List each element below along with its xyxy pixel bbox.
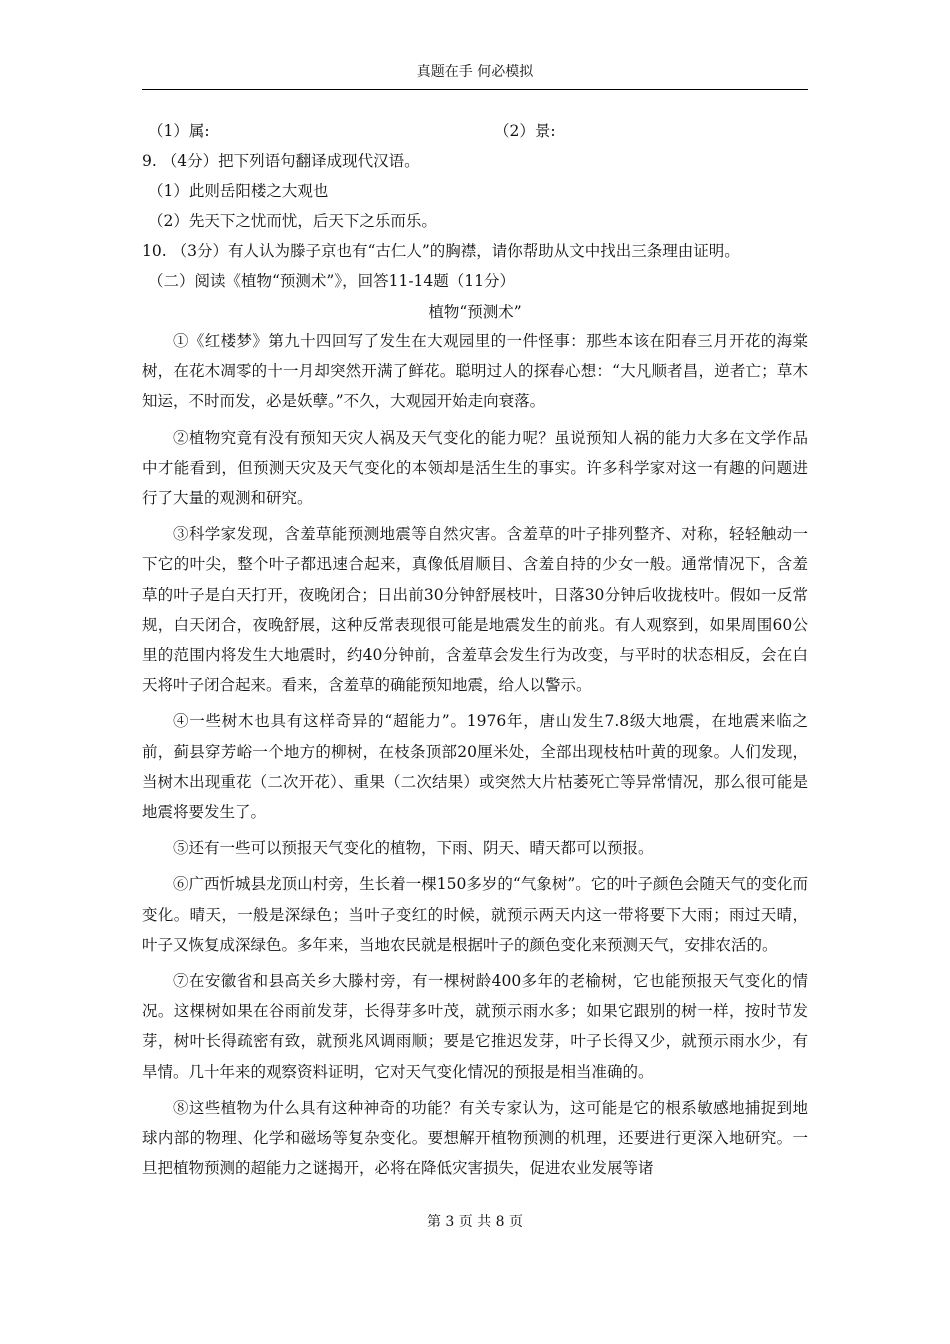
article-paragraph-7: ⑦在安徽省和县高关乡大滕村旁，有一棵树龄400多年的老榆树，它也能预报天气变化的情况。这棵树如果在谷雨前发芽，长得芽多叶茂，就预示雨水多；如果它跟别的树一样，按时节发芽，树叶长得疏密有致，就预兆风调雨顺；要是它推迟发芽，叶子长得又少，就预示雨水少，有旱情。几十年来的观察资料证明，它对天气变化情况的预报是相当准确的。 [142,972,808,1081]
article-paragraph-4: ④一些树木也具有这样奇异的“超能力”。1976年，唐山发生7.8级大地震，在地震来临之前，蓟县穿芳峪一个地方的柳树，在枝条顶部20厘米处，全部出现枝枯叶黄的现象。人们发现，当树木出现重花（二次开花）、重果（二次结果）或突然大片枯萎死亡等异常情况，那么很可能是地震将要发生了。 [142,712,808,822]
q8-answer-1: （1）属: [148,122,210,140]
article-title: 植物“预测术” [428,303,522,321]
q8-answer-2: （2）景: [494,122,556,140]
article-paragraph-8: ⑧这些植物为什么具有这种神奇的功能？有关专家认为，这可能是它的根系敏感地捕捉到地球内部的物理、化学和磁场等复杂变化。要想解开植物预测的机理，还要进行更深入地研究。一旦把植物预测的超能力之谜揭开，必将在降低灾害损失，促进农业发展等诸 [142,1098,808,1178]
q9-item-1: （1）此则岳阳楼之大观也 [148,182,329,200]
article-paragraph-1: ①《红楼梦》第九十四回写了发生在大观园里的一件怪事：那些本该在阳春三月开花的海棠树，在花木凋零的十一月却突然开满了鲜花。聪明过人的探春心想：“大凡顺者昌，逆者亡；草木知运，不时而发，必是妖孽。”不久，大观园开始走向衰落。 [142,332,808,411]
q8-answer-row [142,116,808,146]
q9-stem: 9. （4分）把下列语句翻译成现代汉语。 [142,152,420,170]
article-paragraph-5: ⑤还有一些可以预报天气变化的植物，下雨、阴天、晴天都可以预报。 [173,839,654,858]
article-paragraph-6: ⑥广西忻城县龙顶山村旁，生长着一棵150多岁的“气象树”。它的叶子颜色会随天气的变化而变化。晴天，一般是深绿色；当叶子变红的时候，就预示两天内这一带将要下大雨；雨过天晴，叶子又恢复成深绿色。多年来，当地农民就是根据叶子的颜色变化来预测天气，安排农活的。 [142,875,808,954]
page-header: 真题在手 何必模拟 [416,64,534,80]
page-content [142,116,808,1183]
section-2-heading: （二）阅读《植物“预测术”》，回答11-14题（11分） [148,272,516,290]
q9-item-2: （2）先天下之忧而忧，后天下之乐而乐。 [148,212,437,230]
article-paragraph-3: ③科学家发现，含羞草能预测地震等自然灾害。含羞草的叶子排列整齐、对称，轻轻触动一下它的叶尖，整个叶子都迅速合起来，真像低眉顺目、含羞自持的少女一般。通常情况下，含羞草的叶子是白天打开，夜晚闭合；日出前30分钟舒展枝叶，日落30分钟后收拢枝叶。假如一反常规，白天闭合，夜晚舒展，这种反常表现很可能是地震发生的前兆。有人观察到，如果周围60公里的范围内将发生大地震时，约40分钟前，含羞草会发生行为改变，与平时的状态相反，会在白天将叶子闭合起来。看来，含羞草的确能预知地震，给人以警示。 [142,525,808,695]
header-divider [142,89,808,90]
page-footer: 第 3 页 共 8 页 [426,1214,524,1230]
article-paragraph-2: ②植物究竟有没有预知天灾人祸及天气变化的能力呢？虽说预知人祸的能力大多在文学作品中才能看到，但预测天灾及天气变化的本领却是活生生的事实。许多科学家对这一有趣的问题进行了大量的观测和研究。 [142,428,808,508]
q10-stem: 10. （3分）有人认为滕子京也有“古仁人”的胸襟，请你帮助从文中找出三条理由证明。 [142,242,740,260]
